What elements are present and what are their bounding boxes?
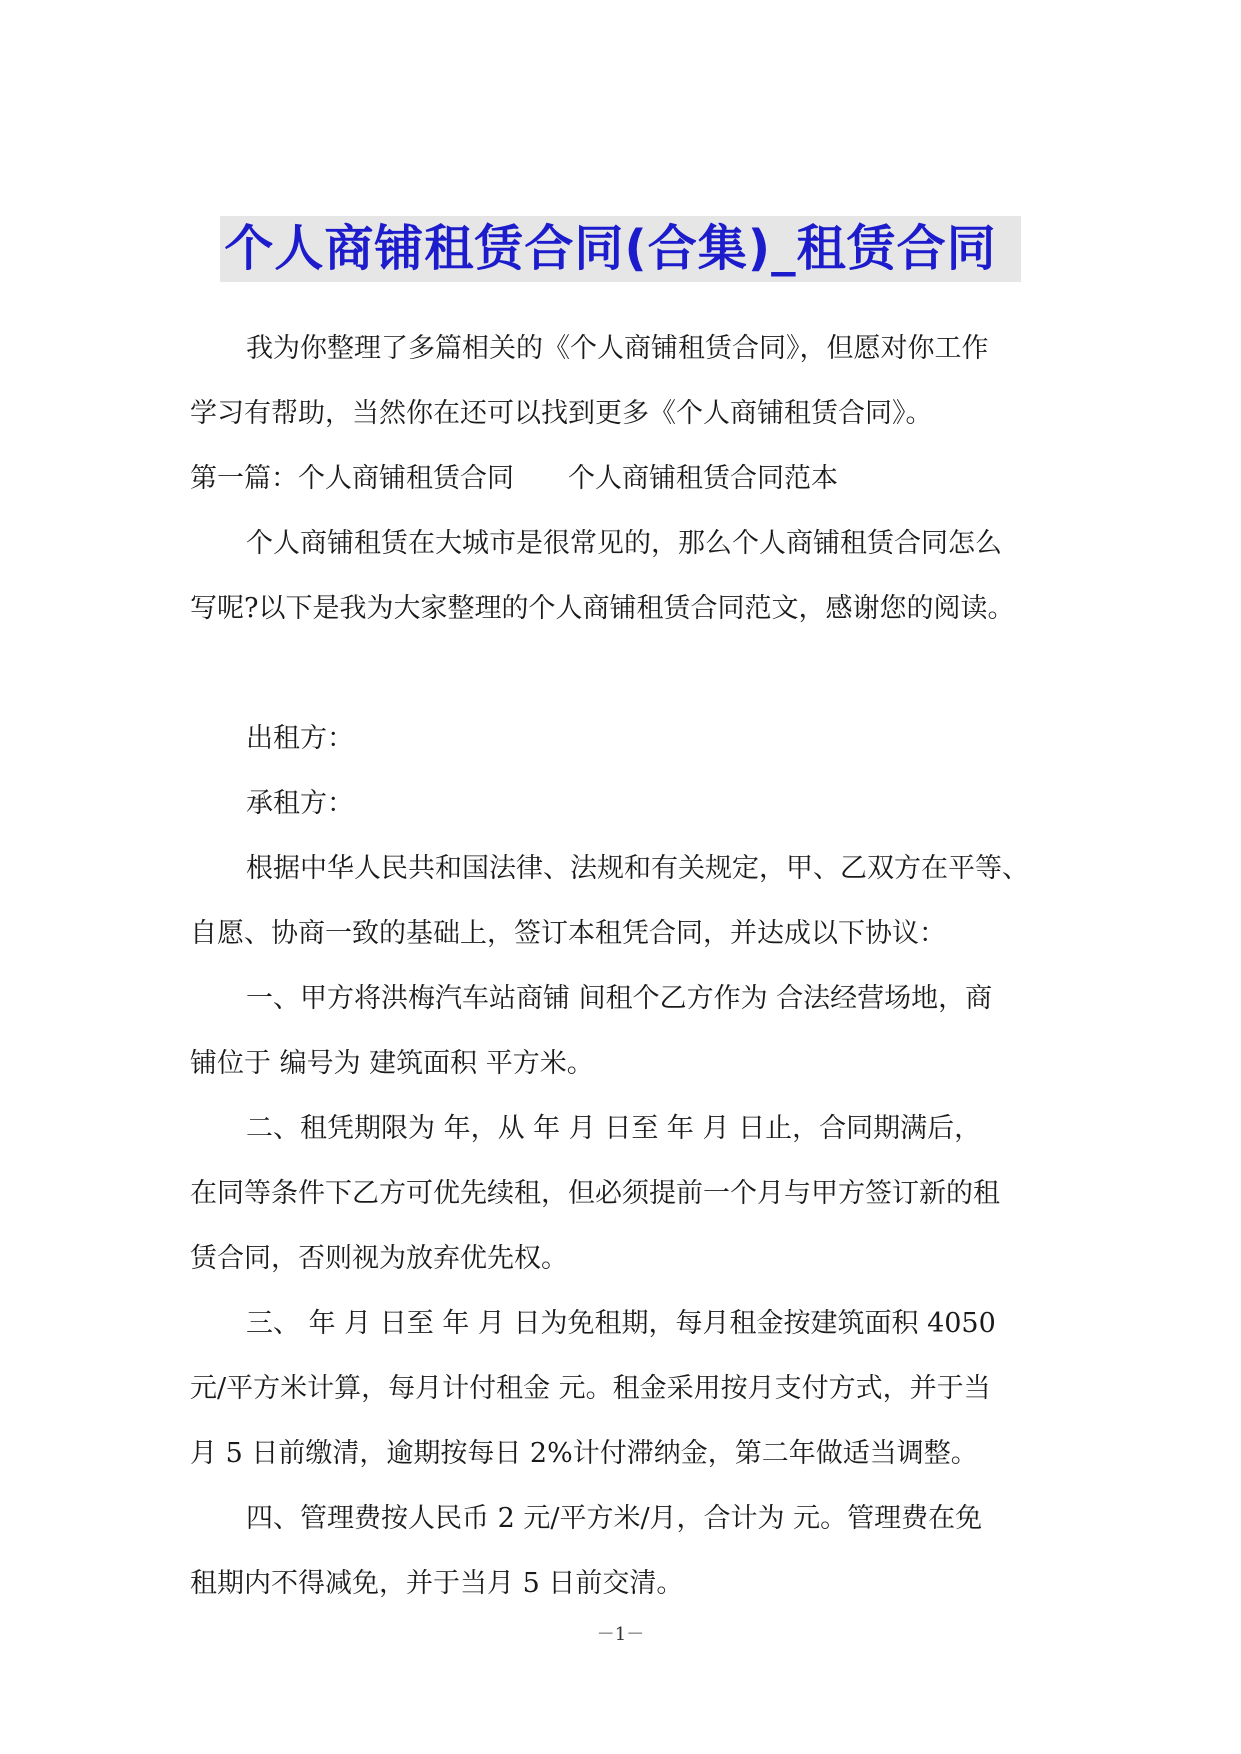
clause-line: 月 5 日前缴清，逾期按每日 2%计付滞纳金，第二年做适当调整。: [190, 1438, 978, 1469]
document-body: [190, 316, 1090, 1616]
clause-line: 二、租凭期限为 年，从 年 月 日至 年 月 日止，合同期满后，: [246, 1113, 982, 1144]
clause-line: 租期内不得减免，并于当月 5 日前交清。: [190, 1568, 684, 1599]
clause-line: 赁合同，否则视为放弃优先权。: [190, 1243, 568, 1274]
paragraph-line: 个人商铺租赁在大城市是很常见的，那么个人商铺租赁合同怎么: [246, 528, 1002, 559]
paragraph-line: 我为你整理了多篇相关的《个人商铺租赁合同》，但愿对你工作: [246, 333, 989, 364]
clause-line: 铺位于 编号为 建筑面积 平方米。: [190, 1048, 594, 1079]
lessor-field: 出租方：: [246, 723, 354, 754]
clause-line: 三、 年 月 日至 年 月 日为免租期，每月租金按建筑面积 4050: [246, 1308, 996, 1339]
paragraph-line: 自愿、协商一致的基础上，签订本租凭合同，并达成以下协议：: [190, 918, 946, 949]
clause-line: 元/平方米计算，每月计付租金 元。租金采用按月支付方式，并于当: [190, 1373, 991, 1404]
section-heading: 第一篇：个人商铺租赁合同 个人商铺租赁合同范本: [190, 463, 838, 494]
clause-line: 在同等条件下乙方可优先续租，但必须提前一个月与甲方签订新的租: [190, 1178, 1000, 1209]
clause-line: 一、甲方将洪梅汽车站商铺 间租个乙方作为 合法经营场地，商: [246, 983, 993, 1014]
paragraph-line: 学习有帮助，当然你在还可以找到更多《个人商铺租赁合同》。: [190, 398, 933, 429]
blank-line: [190, 641, 1090, 706]
title-container: [0, 216, 1241, 282]
page-number: －1－: [596, 1624, 645, 1645]
lessee-field: 承租方：: [246, 788, 354, 819]
document-title: 个人商铺租赁合同(合集)_租赁合同: [220, 216, 1020, 282]
paragraph-line: 根据中华人民共和国法律、法规和有关规定，甲、乙双方在平等、: [246, 853, 1029, 884]
paragraph-line: 写呢?以下是我为大家整理的个人商铺租赁合同范文，感谢您的阅读。: [190, 593, 1015, 624]
clause-line: 四、管理费按人民币 2 元/平方米/月，合计为 元。管理费在免: [246, 1503, 983, 1534]
